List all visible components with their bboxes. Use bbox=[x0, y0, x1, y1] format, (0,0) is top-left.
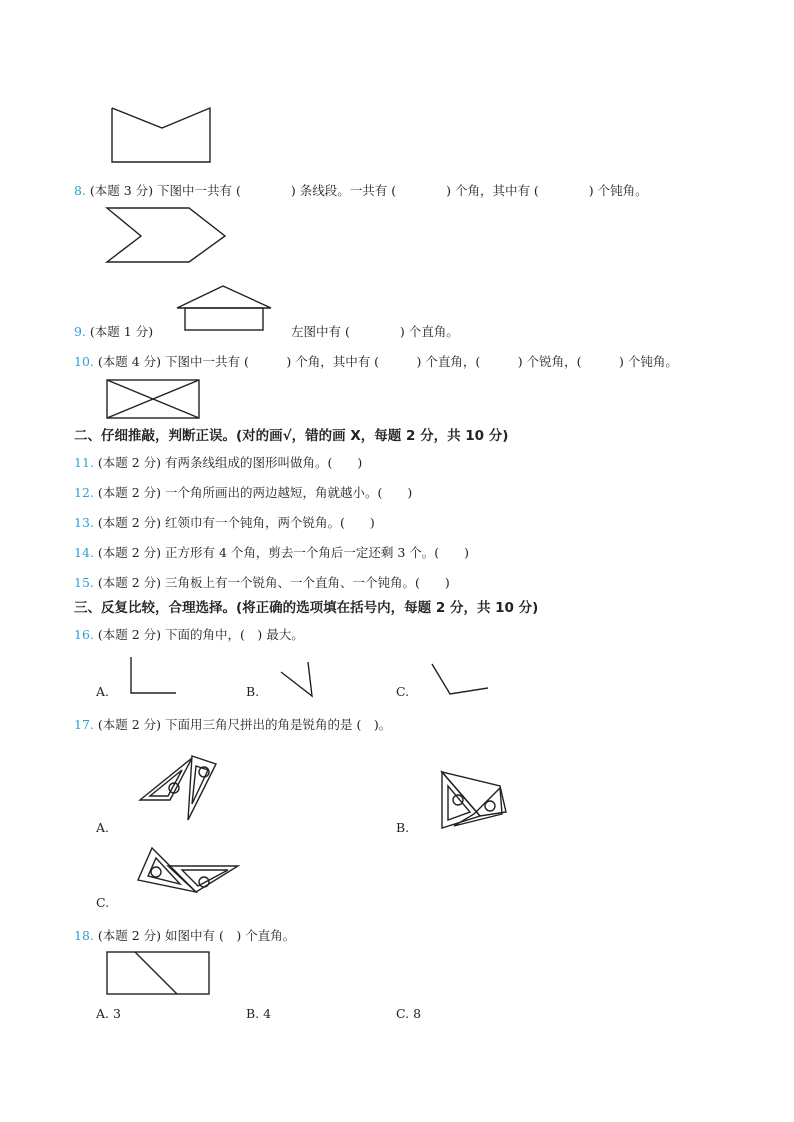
question-16 bbox=[74, 627, 304, 643]
question-number: 8. bbox=[74, 183, 86, 198]
question-number: 10. bbox=[74, 354, 94, 369]
question-number: 13. bbox=[74, 515, 94, 530]
option-a-label: A. 3 bbox=[96, 1006, 121, 1021]
question-text: (本题 1 分) bbox=[89, 324, 154, 339]
question-11 bbox=[74, 455, 362, 471]
option-c-label: C. bbox=[396, 684, 410, 699]
set-squares-figure-b bbox=[436, 766, 512, 832]
question-8 bbox=[74, 183, 648, 199]
set-squares-figure-c bbox=[134, 844, 244, 899]
question-text: (本题 2 分) 有两条线组成的图形叫做角。( ) bbox=[97, 455, 363, 470]
rectangle-with-line-figure bbox=[105, 950, 211, 996]
question-number: 16. bbox=[74, 627, 94, 642]
question-9-text-2: 左图中有 ( ) 个直角。 bbox=[291, 324, 459, 339]
question-text: (本题 2 分) 一个角所画出的两边越短，角就越小。( ) bbox=[97, 485, 413, 500]
question-text: (本题 4 分) 下图中一共有 ( ) 个角，其中有 ( ) 个直角，( ) 个锐角，( ) 个钝角。 bbox=[97, 354, 678, 369]
question-number: 18. bbox=[74, 928, 94, 943]
question-number: 12. bbox=[74, 485, 94, 500]
question-14 bbox=[74, 545, 469, 561]
question-9 bbox=[74, 324, 153, 340]
option-c-label: C. bbox=[96, 895, 110, 910]
question-12 bbox=[74, 485, 412, 501]
right-angle-figure bbox=[128, 655, 180, 697]
option-a-label: A. bbox=[96, 820, 110, 835]
notched-rectangle-figure bbox=[110, 106, 214, 164]
arrow-shape-figure bbox=[105, 206, 230, 264]
question-number: 15. bbox=[74, 575, 94, 590]
question-text: (本题 2 分) 三角板上有一个锐角、一个直角、一个钝角。( ) bbox=[97, 575, 450, 590]
option-c-label: C. 8 bbox=[396, 1006, 422, 1021]
question-text: (本题 2 分) 正方形有 4 个角，剪去一个角后一定还剩 3 个。( ) bbox=[97, 545, 470, 560]
option-b-label: B. bbox=[396, 820, 410, 835]
house-shape-figure bbox=[175, 284, 275, 334]
question-number: 11. bbox=[74, 455, 94, 470]
section-3-heading: 三、反复比较，合理选择。(将正确的选项填在括号内，每题 2 分，共 10 分) bbox=[74, 600, 539, 616]
obtuse-angle-figure bbox=[428, 660, 492, 700]
question-17 bbox=[74, 717, 391, 733]
option-a-label: A. bbox=[96, 684, 110, 699]
question-10 bbox=[74, 354, 678, 370]
set-squares-figure-a bbox=[136, 750, 226, 825]
option-b-label: B. 4 bbox=[246, 1006, 272, 1021]
rectangle-with-diagonals-figure bbox=[105, 378, 201, 420]
question-text: (本题 3 分) 下图中一共有 ( ) 条线段。一共有 ( ) 个角，其中有 ( ) 个钝角。 bbox=[89, 183, 648, 198]
question-15 bbox=[74, 575, 450, 591]
question-text: (本题 2 分) 如图中有 ( ) 个直角。 bbox=[97, 928, 296, 943]
question-13 bbox=[74, 515, 375, 531]
option-b-label: B. bbox=[246, 684, 260, 699]
section-2-heading: 二、仔细推敲，判断正误。(对的画√，错的画 X，每题 2 分，共 10 分) bbox=[74, 428, 509, 444]
acute-angle-figure bbox=[278, 660, 318, 700]
question-text: (本题 2 分) 红领巾有一个钝角，两个锐角。( ) bbox=[97, 515, 375, 530]
question-text: (本题 2 分) 下面用三角尺拼出的角是锐角的是 ( )。 bbox=[97, 717, 392, 732]
question-text: (本题 2 分) 下面的角中，( ) 最大。 bbox=[97, 627, 304, 642]
question-18 bbox=[74, 928, 295, 944]
question-number: 17. bbox=[74, 717, 94, 732]
question-number: 14. bbox=[74, 545, 94, 560]
question-number: 9. bbox=[74, 324, 86, 339]
